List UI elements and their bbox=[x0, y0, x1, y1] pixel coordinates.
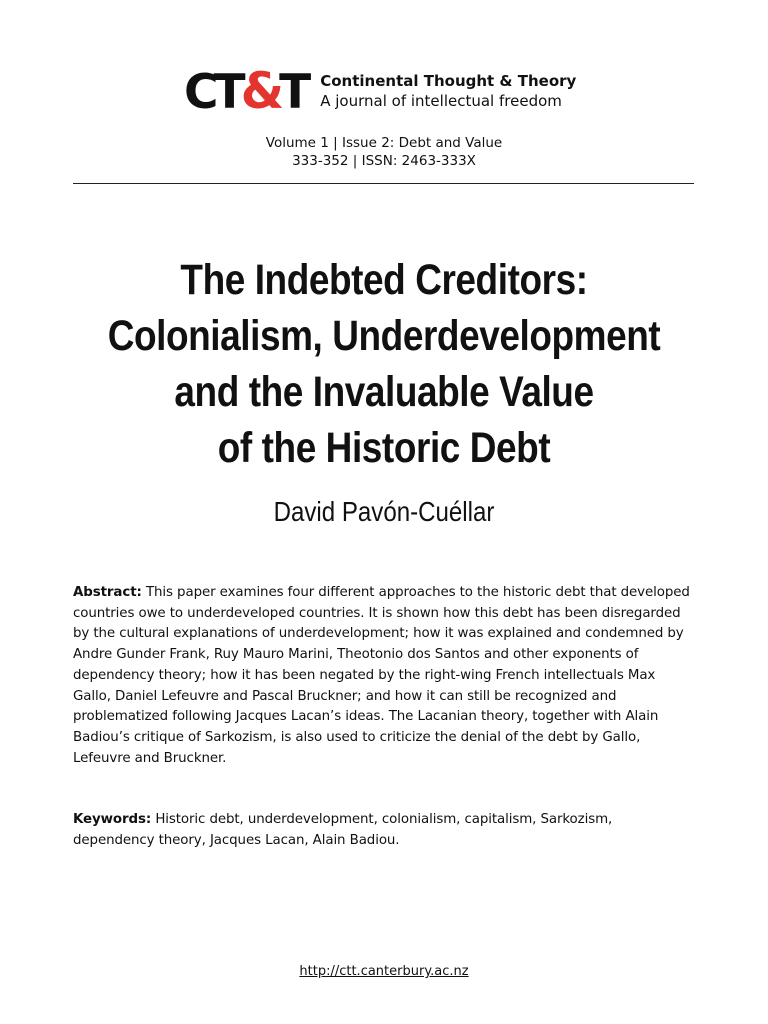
header-divider bbox=[73, 183, 694, 184]
journal-logo bbox=[184, 62, 307, 120]
journal-name: Continental Thought & Theory bbox=[320, 72, 577, 90]
article-title bbox=[88, 252, 680, 476]
journal-tagline: A journal of intellectual freedom bbox=[320, 92, 562, 110]
title-line: of the Historic Debt bbox=[217, 424, 551, 472]
footer bbox=[0, 964, 768, 979]
abstract-section bbox=[73, 583, 694, 769]
abstract-text: This paper examines four different approaches to the historic debt that developed countries owe to underdeveloped countries. It is shown how this debt has been disregarded by the cultural explanations of underdevelopment; how it was explained and condemned by Andre Gunder Frank, Ruy Mauro Marini, Theotonio dos Santos and other exponents of dependency theory; how it has been negated by the right-wing French intellectuals Max Gallo, Daniel Lefeuvre and Pascal Bruckner; and how it can still be recognized and problematized following Jacques Lacan’s ideas. The Lacanian theory, together with Alain Badiou’s critique of Sarkozism, is also used to criticize the denial of the debt by Gallo, Lefeuvre and Bruckner. bbox=[73, 585, 690, 766]
title-line: Colonialism, Underdevelopment bbox=[107, 312, 661, 360]
keywords-text: Historic debt, underdevelopment, colonialism, capitalism, Sarkozism, dependency theory, Jacques Lacan, Alain Badiou. bbox=[73, 812, 613, 848]
issue-info bbox=[0, 134, 768, 170]
keywords-label: Keywords: bbox=[73, 812, 152, 827]
masthead bbox=[184, 62, 577, 120]
issue-pages-issn-line: 333-352 | ISSN: 2463-333X bbox=[292, 153, 476, 169]
logo-ct: CT bbox=[184, 65, 241, 120]
abstract-label: Abstract: bbox=[73, 585, 142, 600]
logo-t: T bbox=[279, 65, 307, 120]
title-line: The Indebted Creditors: bbox=[180, 256, 588, 304]
title-line: and the Invaluable Value bbox=[174, 368, 594, 416]
journal-website-link[interactable]: http://ctt.canterbury.ac.nz bbox=[299, 964, 469, 979]
logo-ampersand: & bbox=[240, 62, 280, 120]
keywords-section bbox=[73, 810, 694, 851]
journal-info bbox=[320, 71, 576, 111]
article-author: David Pavón-Cuéllar bbox=[273, 496, 495, 527]
issue-volume-line: Volume 1 | Issue 2: Debt and Value bbox=[265, 135, 503, 151]
